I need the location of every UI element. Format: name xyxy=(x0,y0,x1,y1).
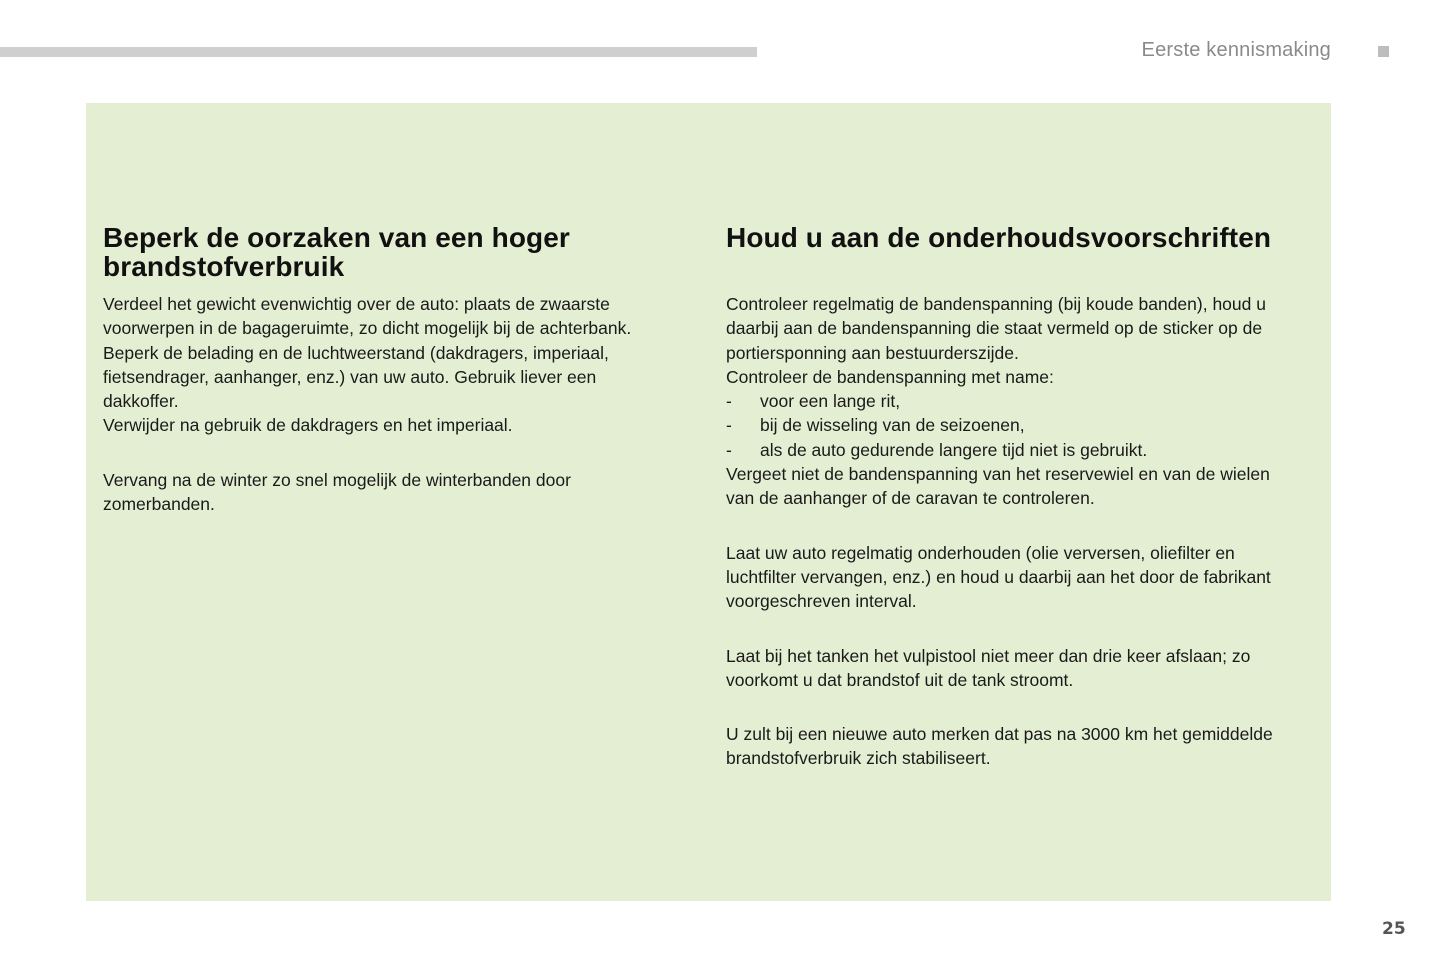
text-line: voorgeschreven interval. xyxy=(726,591,917,612)
text-line: brandstofverbruik zich stabiliseert. xyxy=(726,748,991,769)
header-rule xyxy=(0,47,757,57)
text-line: Vergeet niet de bandenspanning van het reservewiel en van de wielen xyxy=(726,464,1270,485)
text-line: voorkomt u dat brandstof uit de tank stroomt. xyxy=(726,669,1074,690)
right-paragraph-1 xyxy=(726,292,1316,511)
list-dash: - xyxy=(726,415,732,436)
text-line: Laat bij het tanken het vulpistool niet meer dan drie keer afslaan; zo xyxy=(726,645,1251,666)
text-line: U zult bij een nieuwe auto merken dat pas na 3000 km het gemiddelde xyxy=(726,724,1273,745)
left-heading: Beperk de oorzaken van een hoger brandstofverbruik xyxy=(103,222,570,282)
list-item-text: als de auto gedurende langere tijd niet is gebruikt. xyxy=(760,439,1148,460)
text-line: Laat uw auto regelmatig onderhouden (olie verversen, oliefilter en xyxy=(726,542,1235,563)
text-line: Beperk de belading en de luchtweerstand (dakdragers, imperiaal, xyxy=(103,342,609,363)
text-line: fietsendrager, aanhanger, enz.) van uw auto. Gebruik liever een xyxy=(103,366,597,387)
text-line: Verdeel het gewicht evenwichtig over de auto: plaats de zwaarste xyxy=(103,294,610,314)
left-paragraph-2 xyxy=(103,468,683,517)
left-column xyxy=(103,223,683,516)
text-line: van de aanhanger of de caravan te controleren. xyxy=(726,488,1095,509)
text-line: dakkoffer. xyxy=(103,391,179,412)
info-panel xyxy=(86,103,1331,901)
text-line: daarbij aan de bandenspanning die staat vermeld op de sticker op de xyxy=(726,318,1263,339)
list-item-text: voor een lange rit, xyxy=(760,391,901,412)
text-line: zomerbanden. xyxy=(103,494,215,515)
text-line: Vervang na de winter zo snel mogelijk de winterbanden door xyxy=(103,469,571,490)
page-number: 25 xyxy=(1382,919,1406,939)
text-line: Controleer regelmatig de bandenspanning (bij koude banden), houd u xyxy=(726,294,1266,314)
right-paragraph-2 xyxy=(726,541,1316,614)
right-heading: Houd u aan de onderhoudsvoorschriften xyxy=(726,222,1272,253)
text-line: Controleer de bandenspanning met name: xyxy=(726,366,1054,387)
right-column xyxy=(726,223,1316,771)
right-paragraph-3 xyxy=(726,644,1316,693)
right-paragraph-4 xyxy=(726,722,1316,771)
list-item xyxy=(726,389,1316,413)
list-item-text: bij de wisseling van de seizoenen, xyxy=(760,415,1025,436)
text-line: voorwerpen in de bagageruimte, zo dicht mogelijk bij de achterbank. xyxy=(103,318,632,339)
text-line: Verwijder na gebruik de dakdragers en het imperiaal. xyxy=(103,415,513,436)
list-item xyxy=(726,413,1316,437)
list-dash: - xyxy=(726,391,732,412)
left-paragraph-1 xyxy=(103,292,683,438)
list-dash: - xyxy=(726,439,732,460)
section-title: Eerste kennismaking xyxy=(1141,39,1331,61)
text-line: luchtfilter vervangen, enz.) en houd u daarbij aan het door de fabrikant xyxy=(726,566,1271,587)
text-line: portiersponning aan bestuurderszijde. xyxy=(726,342,1019,363)
section-marker-square xyxy=(1378,46,1389,57)
list-item xyxy=(726,438,1316,462)
